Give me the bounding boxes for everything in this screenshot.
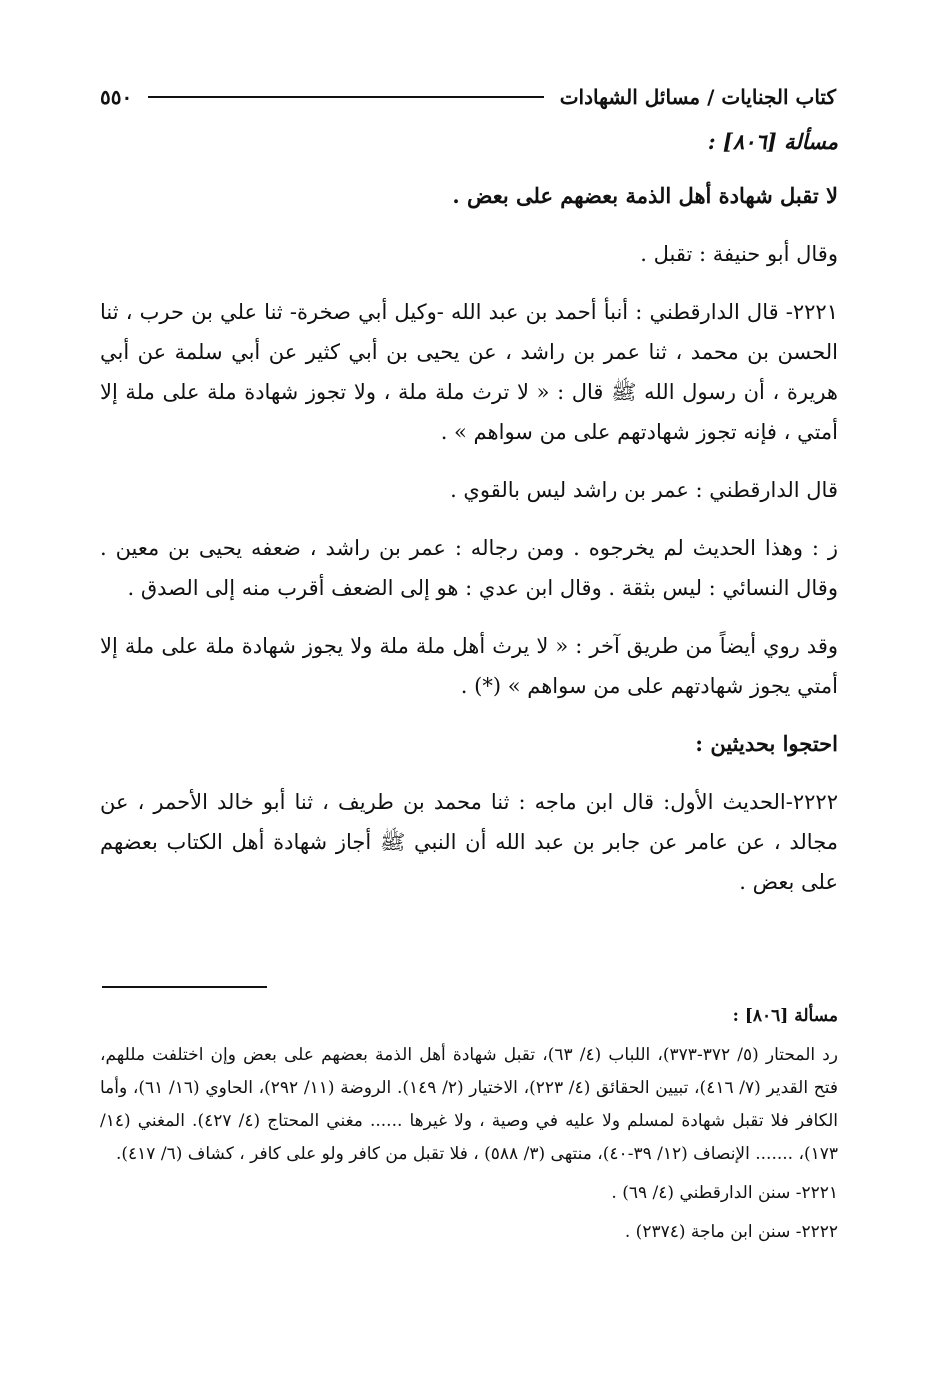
paragraph-abu-hanifa: وقال أبو حنيفة : تقبل . (640, 242, 838, 266)
header-rule (148, 96, 543, 98)
paragraph-narrator-critique: ز : وهذا الحديث لم يخرجوه . ومن رجاله : عمر بن راشد ، ضعفه يحيى بن معين . وقال النسائي : ليس بثقة . وقال ابن عدي : هو إلى الضعف أقرب منه إلى الصدق . (100, 536, 838, 600)
header-title: كتاب الجنايات / مسائل الشهادات (559, 85, 836, 109)
main-text (100, 122, 838, 920)
paragraph-hadith-2221: ٢٢٢١- قال الدارقطني : أنبأ أحمد بن عبد الله -وكيل أبي صخرة- ثنا علي بن حرب ، ثنا الحسن بن محمد ، ثنا عمر بن راشد ، عن يحيى بن أبي كثير عن أبي سلمة عن أبي هريرة ، أن رسول الله ﷺ قال : « لا ترث ملة ملة ، ولا تجوز شهادة ملة على ملة إلا أمتي ، فإنه تجوز شهادتهم على من سواهم » . (100, 300, 838, 444)
footnote-2221: ٢٢٢١- سنن الدارقطني (٤/ ٦٩) . (611, 1183, 838, 1203)
footnote-rule (102, 986, 267, 988)
paragraph-arguments-heading: احتجوا بحديثين : (695, 731, 838, 756)
running-header (100, 82, 836, 112)
issue-label: مسألة [٨٠٦] : (707, 129, 838, 154)
paragraph-other-route: وقد روي أيضاً من طريق آخر : « لا يرث أهل ملة ملة ولا يجوز شهادة ملة على ملة إلا أمتي يجوز شهادتهم على من سواهم » (*) . (100, 634, 838, 698)
page-number: ٥٥٠ (100, 85, 133, 109)
paragraph-hadith-2222: ٢٢٢٢-الحديث الأول: قال ابن ماجه : ثنا محمد بن طريف ، ثنا أبو خالد الأحمر ، عن مجالد ، عن عامر عن جابر بن عبد الله أن النبي ﷺ أجاز شهادة أهل الكتاب بعضهم على بعض . (100, 790, 838, 894)
paragraph-daraqutni-comment: قال الدارقطني : عمر بن راشد ليس بالقوي . (450, 478, 838, 502)
footnote-2222: ٢٢٢٢- سنن ابن ماجة (٢٣٧٤) . (624, 1222, 838, 1242)
footnote-sources: رد المحتار (٥/ ٣٧٢-٣٧٣)، اللباب (٤/ ٦٣)، تقبل شهادة أهل الذمة بعضهم على بعض وإن اختلفت مللهم، فتح القدير (٧/ ٤١٦)، تبيين الحقائق (٤/ ٢٢٣)، الاختيار (٢/ ١٤٩). الروضة (١١/ ٢٩٢)، الحاوي (١٦/ ٦١)، وأما الكافر فلا تقبل شهادة لمسلم ولا عليه في وصية ، ولا غيرها ...... مغني المحتاج (٤/ ٤٢٧). المغني (١٤/ ١٧٣)، ....... الإنصاف (١٢/ ٣٩-٤٠)، منتهى (٣/ ٥٨٨) ، فلا تقبل من كافر ولو على كافر ، كشاف (٦/ ٤١٧). (100, 1045, 839, 1164)
footnote-heading: مسألة [٨٠٦] : (732, 1006, 838, 1026)
paragraph-ruling: لا تقبل شهادة أهل الذمة بعضهم على بعض . (452, 183, 838, 208)
footnotes (100, 1000, 838, 1255)
